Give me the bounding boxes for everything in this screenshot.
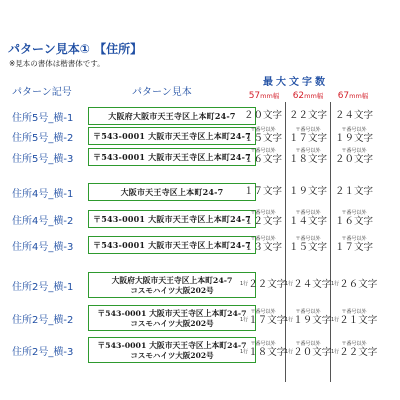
postal-note: 〒番号以外 (295, 148, 321, 154)
stamp-line: 〒543-0001 大阪市天王寺区上本町24-7 (93, 239, 251, 250)
postal-note: 〒番号以外 (295, 210, 321, 216)
char-count (240, 110, 286, 121)
postal-note: 〒番号以外 (295, 127, 321, 133)
stamp-line: 〒543-0001 大阪市天王寺区上本町24-7 (97, 308, 247, 318)
column-size: 57 (248, 91, 261, 101)
pattern-code: 住所5号_横-3 (12, 154, 74, 165)
max-chars-cell (240, 309, 286, 326)
stamp-sample (88, 272, 256, 298)
max-chars-cell (240, 236, 286, 253)
stamp-line: 大阪市天王寺区上本町24-7 (120, 186, 224, 197)
stamp-line: コスモハイツ大阪202号 (130, 285, 214, 295)
char-count (331, 154, 377, 165)
stamp-line: 〒543-0001 大阪市天王寺区上本町24-7 (97, 340, 247, 350)
char-count (331, 242, 377, 253)
max-chars-cell (285, 186, 331, 197)
char-count-value: １２文字 (243, 216, 282, 227)
char-count-value: １３文字 (243, 242, 282, 253)
char-count (331, 110, 377, 121)
char-count (285, 315, 331, 326)
char-count (285, 133, 331, 144)
stamp-line: 〒543-0001 大阪市天王寺区上本町24-7 (93, 213, 251, 224)
column-header-62mm (288, 91, 328, 101)
stamp-sample (88, 148, 256, 166)
max-chars-cell (331, 236, 377, 253)
max-chars-cell (285, 127, 331, 144)
pattern-code: 住所5号_横-2 (12, 133, 74, 144)
line-note: 1行 (285, 281, 294, 287)
stamp-sample (88, 183, 256, 201)
stamp-sample (88, 337, 256, 363)
max-chars-cell (285, 210, 331, 227)
char-count (240, 315, 286, 326)
char-count-value: ２６文字 (339, 279, 378, 290)
char-count-value: ２２文字 (248, 279, 287, 290)
char-count (285, 186, 331, 197)
char-count (331, 347, 377, 358)
pattern-code: 住所2号_横-2 (12, 315, 74, 326)
line-note: 1行 (331, 349, 340, 355)
line-note: 1行 (331, 281, 340, 287)
char-count (240, 133, 286, 144)
char-count-value: １７文字 (334, 242, 373, 253)
char-count-value: ２１文字 (339, 315, 378, 326)
char-count-value: ２２文字 (288, 110, 327, 121)
char-count (331, 279, 377, 290)
column-size: 62 (292, 91, 305, 101)
typeface-note: ※見本の書体は楷書体です。 (9, 59, 105, 68)
postal-note: 〒番号以外 (250, 341, 276, 347)
char-count-value: １７文字 (288, 133, 327, 144)
char-count (240, 242, 286, 253)
char-count (331, 133, 377, 144)
char-count-value: ２４文字 (293, 279, 332, 290)
pattern-code: 住所4号_横-2 (12, 216, 74, 227)
pattern-code: 住所4号_横-3 (12, 242, 74, 253)
column-unit: mm幅 (349, 92, 369, 100)
line-note: 1行 (240, 281, 249, 287)
max-chars-cell (331, 279, 377, 290)
char-count-value: ２０文字 (243, 110, 282, 121)
char-count-value: １９文字 (293, 315, 332, 326)
char-count (331, 186, 377, 197)
max-chars-cell (285, 236, 331, 253)
char-count (331, 315, 377, 326)
char-count (240, 279, 286, 290)
max-chars-cell (285, 309, 331, 326)
max-chars-cell (240, 279, 286, 290)
char-count (285, 279, 331, 290)
column-header-67mm (333, 91, 373, 101)
stamp-line: コスモハイツ大阪202号 (130, 318, 214, 328)
max-chars-cell (331, 186, 377, 197)
postal-note: 〒番号以外 (341, 341, 367, 347)
column-header-57mm (244, 91, 284, 101)
char-count-value: ２１文字 (334, 186, 373, 197)
pattern-code: 住所2号_横-1 (12, 282, 74, 293)
postal-note: 〒番号以外 (295, 341, 321, 347)
char-count (240, 186, 286, 197)
postal-note: 〒番号以外 (250, 127, 276, 133)
max-chars-cell (285, 148, 331, 165)
line-note: 1行 (331, 317, 340, 323)
pattern-code: 住所4号_横-1 (12, 189, 74, 200)
max-chars-cell (331, 110, 377, 121)
stamp-sample (88, 127, 256, 145)
max-chars-cell (285, 341, 331, 358)
postal-note: 〒番号以外 (341, 148, 367, 154)
postal-note: 〒番号以外 (341, 309, 367, 315)
stamp-line: 大阪府大阪市天王寺区上本町24-7 (111, 275, 233, 285)
stamp-line: コスモハイツ大阪202号 (130, 350, 214, 360)
stamp-sample (88, 107, 256, 125)
char-count-value: ２０文字 (334, 154, 373, 165)
column-unit: mm幅 (304, 92, 324, 100)
max-chars-cell (331, 148, 377, 165)
char-count-value: １９文字 (288, 186, 327, 197)
stamp-sample (88, 236, 256, 254)
line-note: 1行 (285, 317, 294, 323)
line-note: 1行 (285, 349, 294, 355)
stamp-sample (88, 210, 256, 228)
postal-note: 〒番号以外 (295, 236, 321, 242)
postal-note: 〒番号以外 (341, 236, 367, 242)
char-count (285, 216, 331, 227)
char-count (240, 216, 286, 227)
header-pattern-sample: パターン見本 (132, 87, 192, 98)
char-count-value: １５文字 (288, 242, 327, 253)
postal-note: 〒番号以外 (341, 210, 367, 216)
char-count-value: ２２文字 (339, 347, 378, 358)
max-chars-cell (240, 210, 286, 227)
stamp-line: 〒543-0001 大阪市天王寺区上本町24-7 (93, 151, 251, 162)
header-pattern-code: パターン記号 (12, 87, 72, 98)
line-note: 1行 (240, 317, 249, 323)
page-title: パターン見本① 【住所】 (8, 42, 143, 56)
char-count-value: １６文字 (243, 154, 282, 165)
char-count-value: １８文字 (288, 154, 327, 165)
char-count-value: １６文字 (334, 216, 373, 227)
char-count (240, 154, 286, 165)
max-chars-cell (240, 148, 286, 165)
postal-note: 〒番号以外 (295, 309, 321, 315)
char-count-value: １８文字 (248, 347, 287, 358)
max-chars-cell (331, 341, 377, 358)
stamp-line: 〒543-0001 大阪市天王寺区上本町24-7 (93, 130, 251, 141)
max-chars-cell (331, 309, 377, 326)
line-note: 1行 (240, 349, 249, 355)
char-count-value: １９文字 (334, 133, 373, 144)
postal-note: 〒番号以外 (250, 148, 276, 154)
char-count (240, 347, 286, 358)
postal-note: 〒番号以外 (250, 236, 276, 242)
char-count-value: １４文字 (288, 216, 327, 227)
max-chars-cell (285, 110, 331, 121)
postal-note: 〒番号以外 (250, 309, 276, 315)
max-chars-cell (240, 127, 286, 144)
char-count-value: １７文字 (248, 315, 287, 326)
max-chars-cell (240, 186, 286, 197)
max-chars-cell (240, 110, 286, 121)
char-count (285, 154, 331, 165)
char-count (285, 347, 331, 358)
max-chars-cell (331, 210, 377, 227)
char-count (331, 216, 377, 227)
column-size: 67 (337, 91, 350, 101)
char-count-value: １５文字 (243, 133, 282, 144)
char-count-value: １７文字 (243, 186, 282, 197)
char-count (285, 242, 331, 253)
stamp-sample (88, 305, 256, 331)
stamp-line: 大阪府大阪市天王寺区上本町24-7 (108, 110, 236, 121)
char-count (285, 110, 331, 121)
max-chars-cell (331, 127, 377, 144)
char-count-value: ２０文字 (293, 347, 332, 358)
pattern-code: 住所2号_横-3 (12, 347, 74, 358)
postal-note: 〒番号以外 (341, 127, 367, 133)
postal-note: 〒番号以外 (250, 210, 276, 216)
pattern-code: 住所5号_横-1 (12, 113, 74, 124)
char-count-value: ２４文字 (334, 110, 373, 121)
header-max-chars: 最大文字数 (263, 77, 328, 88)
max-chars-cell (285, 279, 331, 290)
max-chars-cell (240, 341, 286, 358)
column-unit: mm幅 (260, 92, 280, 100)
